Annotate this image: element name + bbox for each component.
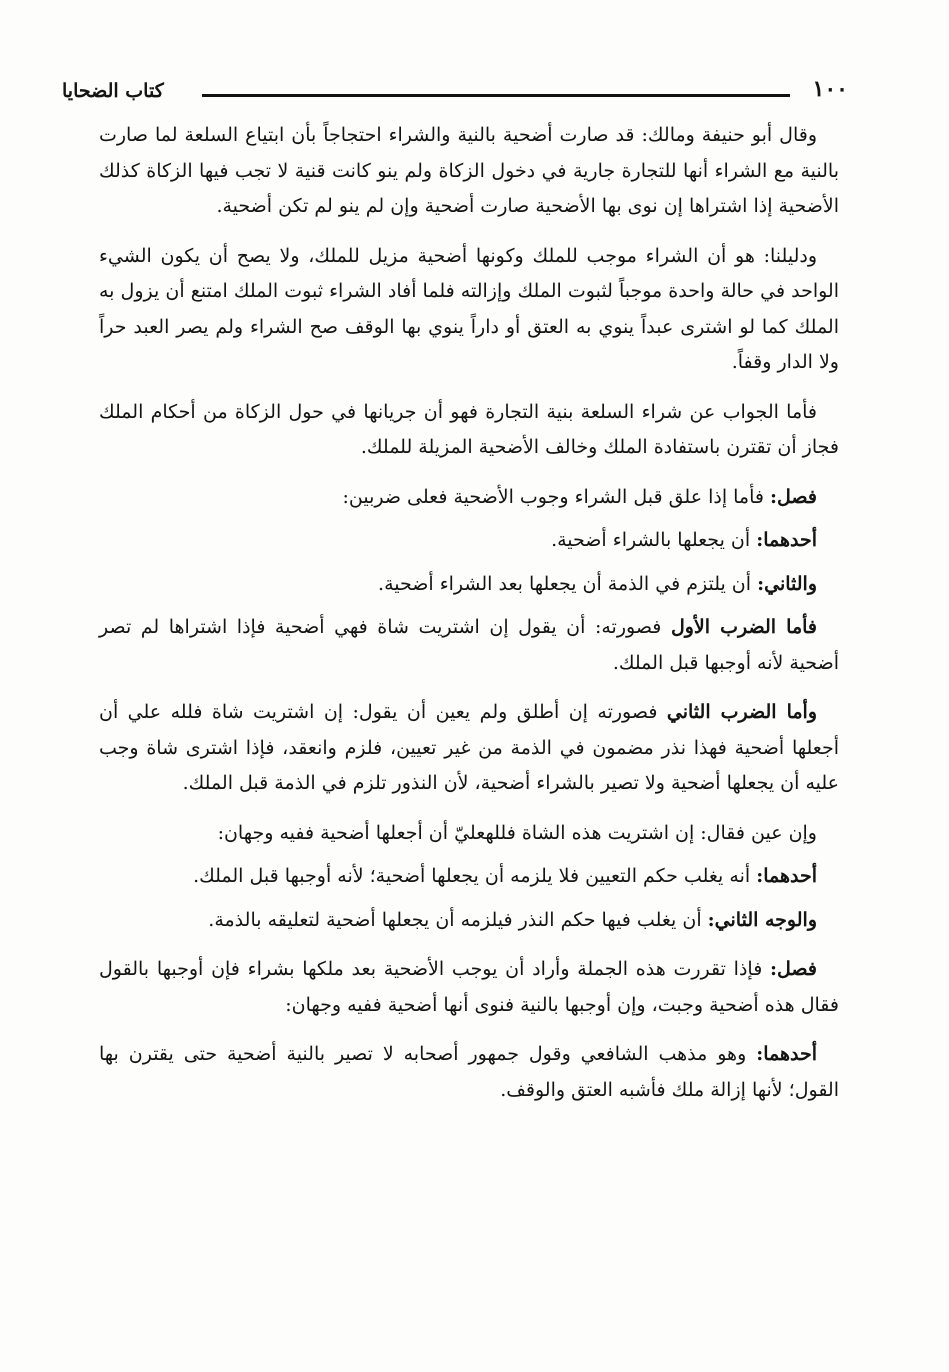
page-number: ١٠٠ bbox=[812, 76, 848, 102]
paragraph-8 bbox=[99, 695, 839, 802]
paragraph-lead: والثاني: bbox=[757, 572, 817, 595]
paragraph-text: وقال أبو حنيفة ومالك: قد صارت أضحية بالنية والشراء احتجاجاً بأن ابتياع السلعة لما صارت بالنية مع الشراء أنها للتجارة جارية في دخول الزكاة ولم ينو كانت قنية لا تجب فيها الزكاة كذلك الأضحية إذا اشتراها إن نوى بها الأضحية صارت أضحية وإن لم ينو لم تكن أضحية. bbox=[99, 124, 839, 217]
paragraph-2 bbox=[99, 239, 839, 381]
paragraph-text: أن يلتزم في الذمة أن يجعلها بعد الشراء أضحية. bbox=[378, 572, 752, 595]
page-body bbox=[99, 118, 839, 1333]
paragraph-text: فأما الجواب عن شراء السلعة بنية التجارة فهو أن جريانها في حول الزكاة من أحكام الملك فجاز أن تقترن باستفادة الملك وخالف الأضحية المزيلة للملك. bbox=[99, 400, 839, 458]
paragraph-lead: أحدهما: bbox=[756, 529, 817, 551]
book-title: كتاب الضحايا bbox=[62, 80, 164, 102]
paragraph-lead: فصل: bbox=[770, 485, 817, 508]
paragraph-lead: فأما الضرب الأول bbox=[670, 616, 818, 638]
paragraph-6 bbox=[99, 567, 839, 603]
paragraph-text: فصورته إن أطلق ولم يعين أن يقول: إن اشتريت شاة فلله علي أن أجعلها أضحية فهذا نذر مضمون في الذمة من غير تعيين، فلزم وانعقد، فإذا اشترى شاة وجب عليه أن يجعلها أضحية ولا تصير بالشراء أضحية، لأن النذور تلزم في الذمة قبل الملك. bbox=[99, 701, 839, 794]
paragraph-lead: فصل: bbox=[770, 958, 817, 980]
paragraph-11 bbox=[99, 903, 839, 939]
paragraph-text: أن يجعلها بالشراء أضحية. bbox=[551, 529, 751, 551]
paragraph-text: فصورته: أن يقول إن اشتريت شاة فهي أضحية فإذا اشتراها لم تصر أضحية لأنه أوجبها قبل الملك. bbox=[99, 616, 839, 674]
header-rule bbox=[202, 94, 790, 97]
paragraph-5 bbox=[99, 523, 839, 559]
paragraph-lead: أحدهما: bbox=[756, 1043, 818, 1065]
paragraph-7 bbox=[99, 610, 839, 681]
paragraph-text: ودليلنا: هو أن الشراء موجب للملك وكونها أضحية مزيل للملك، ولا يصح أن يكون الشيء الواحد في حالة واحدة موجباً لثبوت الملك وإزالته فلما أفاد الشراء ثبوت الملك امتنع أن يزول به الملك كما لو اشترى عبداً ينوي به العتق أو داراً ينوي بها الوقف صح الشراء ولم يصر العبد حراً ولا الدار وقفاً. bbox=[99, 244, 839, 373]
paragraph-13 bbox=[99, 1037, 839, 1108]
paragraph-text: فأما إذا علق قبل الشراء وجوب الأضحية فعلى ضربين: bbox=[342, 485, 764, 508]
page-header bbox=[62, 74, 848, 114]
paragraph-text: فإذا تقررت هذه الجملة وأراد أن يوجب الأضحية بعد ملكها بشراء فإن أوجبها بالقول فقال هذه أضحية وجبت، وإن أوجبها بالنية فنوى أنها أضحية ففيه وجهان: bbox=[99, 958, 839, 1016]
paragraph-10 bbox=[99, 859, 839, 895]
paragraph-lead: وأما الضرب الثاني bbox=[666, 701, 817, 723]
paragraph-9 bbox=[99, 816, 839, 852]
paragraph-text: وإن عين فقال: إن اشتريت هذه الشاة فللهعليّ أن أجعلها أضحية ففيه وجهان: bbox=[217, 821, 817, 844]
paragraph-text: أنه يغلب حكم التعيين فلا يلزمه أن يجعلها أضحية؛ لأنه أوجبها قبل الملك. bbox=[193, 865, 751, 887]
paragraph-lead: والوجه الثاني: bbox=[707, 908, 817, 931]
paragraph-lead: أحدهما: bbox=[756, 865, 817, 887]
paragraph-4 bbox=[99, 480, 839, 516]
paragraph-3 bbox=[99, 395, 839, 466]
paragraph-12 bbox=[99, 952, 839, 1023]
paragraph-text: وهو مذهب الشافعي وقول جمهور أصحابه لا تصير بالنية أضحية حتى يقترن بها القول؛ لأنها إزالة ملك فأشبه العتق والوقف. bbox=[99, 1043, 839, 1101]
paragraph-text: أن يغلب فيها حكم النذر فيلزمه أن يجعلها أضحية لتعليقه بالذمة. bbox=[208, 908, 702, 931]
paragraph-1 bbox=[99, 118, 839, 225]
